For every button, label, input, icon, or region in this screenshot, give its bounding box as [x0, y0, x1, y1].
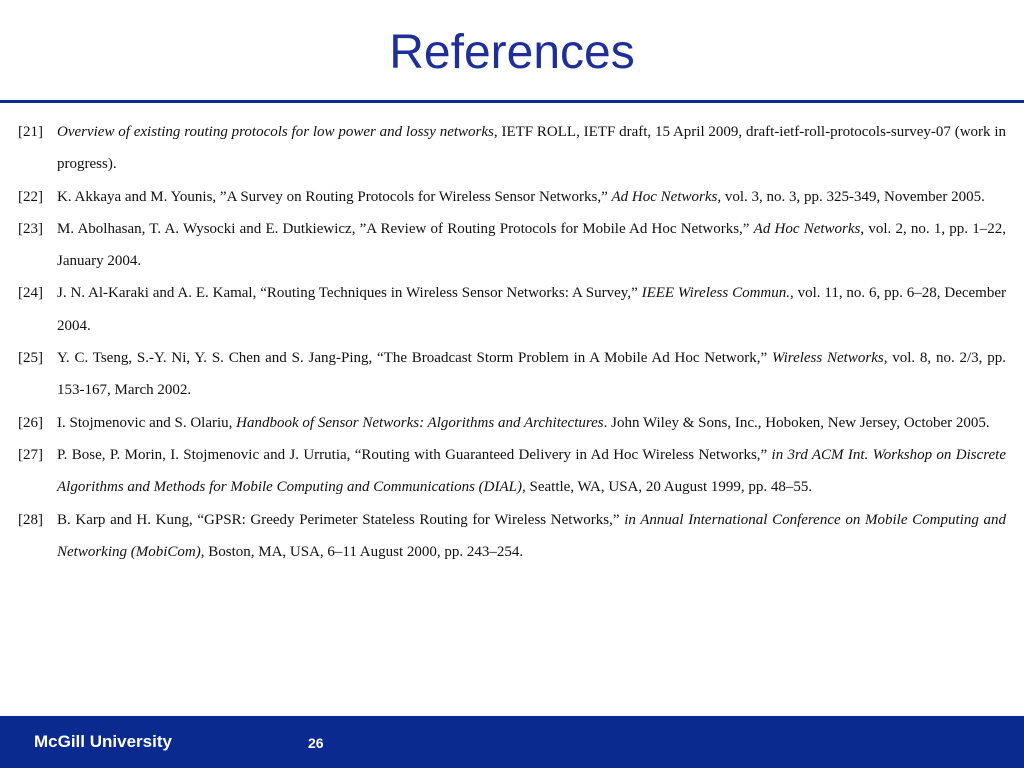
reference-segment: B. Karp and H. Kung, “GPSR: Greedy Perimeter Stateless Routing for Wireless Networks,” — [57, 511, 625, 528]
reference-number: [26] — [18, 414, 43, 431]
reference-number: [24] — [18, 285, 43, 302]
reference-text — [57, 213, 1006, 278]
reference-segment: Y. C. Tseng, S.-Y. Ni, Y. S. Chen and S. Jang-Ping, “The Broadcast Storm Problem in A Mobile Ad Hoc Network,” — [57, 350, 772, 367]
reference-item — [18, 342, 1006, 407]
reference-segment: , IETF ROLL, IETF draft, 15 April 2009, draft-ietf-roll-protocols-survey-07 (work in progress). — [57, 124, 1006, 173]
reference-text — [57, 181, 1006, 213]
footer-bar — [0, 716, 1024, 768]
reference-text — [57, 342, 1006, 407]
reference-number: [28] — [18, 511, 43, 528]
title-divider — [0, 100, 1024, 103]
reference-italic-segment: in Annual International Conference on Mobile Computing and Networking (MobiCom) — [57, 511, 1006, 560]
reference-text — [57, 116, 1006, 181]
reference-text — [57, 504, 1006, 569]
reference-text — [57, 407, 1006, 439]
reference-segment: , vol. 3, no. 3, pp. 325-349, November 2005. — [717, 188, 985, 205]
reference-list — [18, 116, 1006, 568]
reference-italic-segment: Ad Hoc Networks — [753, 220, 861, 237]
reference-item — [18, 181, 1006, 213]
reference-segment: I. Stojmenovic and S. Olariu, — [57, 414, 237, 431]
reference-italic-segment: in 3rd ACM Int. Workshop on Discrete Algorithms and Methods for Mobile Computing and Communications (DIAL) — [57, 446, 1006, 496]
reference-segment: , Seattle, WA, USA, 20 August 1999, pp. 48–55. — [522, 479, 813, 496]
reference-italic-segment: IEEE Wireless Commun. — [641, 285, 790, 302]
reference-item — [18, 407, 1006, 439]
reference-item — [18, 213, 1006, 278]
reference-segment: , vol. 11, no. 6, pp. 6–28, December 2004. — [57, 285, 1006, 334]
reference-segment: J. N. Al-Karaki and A. E. Kamal, “Routing Techniques in Wireless Sensor Networks: A Survey,” — [57, 285, 642, 302]
reference-italic-segment: Wireless Networks — [771, 350, 884, 367]
reference-number: [27] — [18, 446, 43, 463]
slide-title: References — [389, 26, 635, 79]
reference-italic-segment: Ad Hoc Networks — [611, 188, 718, 205]
reference-italic-segment: Handbook of Sensor Networks: Algorithms and Architectures — [236, 414, 604, 431]
reference-number: [23] — [18, 220, 43, 237]
reference-segment: , Boston, MA, USA, 6–11 August 2000, pp. 243–254. — [200, 543, 524, 560]
page-number: 26 — [308, 735, 324, 751]
reference-segment: M. Abolhasan, T. A. Wysocki and E. Dutkiewicz, ”A Review of Routing Protocols for Mobile Ad Hoc Networks,” — [57, 220, 754, 237]
reference-item — [18, 116, 1006, 181]
reference-segment: , vol. 8, no. 2/3, pp. 153-167, March 2002. — [57, 350, 1006, 399]
reference-segment: . John Wiley & Sons, Inc., Hoboken, New Jersey, October 2005. — [603, 414, 990, 431]
reference-item — [18, 504, 1006, 569]
reference-italic-segment: Overview of existing routing protocols for low power and lossy networks — [57, 124, 494, 140]
reference-segment: , vol. 2, no. 1, pp. 1–22, January 2004. — [57, 220, 1006, 270]
reference-number: [21] — [18, 124, 43, 140]
reference-segment: P. Bose, P. Morin, I. Stojmenovic and J. Urrutia, “Routing with Guaranteed Delivery in Ad Hoc Wireless Networks,” — [57, 446, 772, 463]
reference-item — [18, 277, 1006, 342]
reference-text — [57, 439, 1006, 504]
reference-number: [25] — [18, 350, 43, 367]
reference-number: [22] — [18, 188, 43, 205]
footer-organization: McGill University — [34, 732, 172, 751]
reference-segment: K. Akkaya and M. Younis, ”A Survey on Routing Protocols for Wireless Sensor Networks,” — [57, 188, 612, 205]
reference-text — [57, 277, 1006, 342]
reference-item — [18, 439, 1006, 504]
